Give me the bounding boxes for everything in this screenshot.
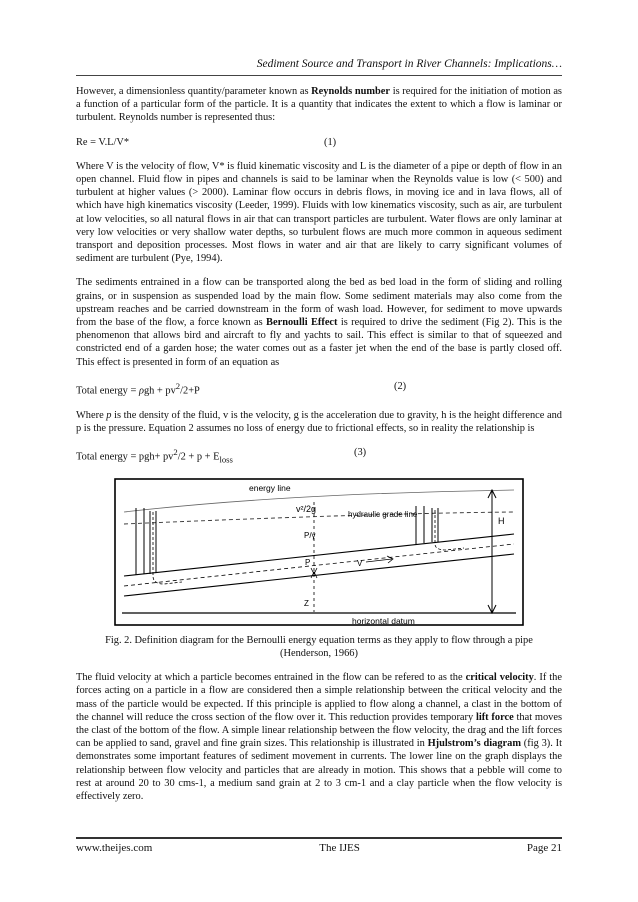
label-total-head: H [498,515,505,526]
running-header: Sediment Source and Transport in River Channels: Implications… [256,58,562,70]
equation-1: Re = V.L/V* (1) [76,136,337,148]
label-velocity-head: v²/2g [296,503,317,514]
footer-rule [76,837,562,839]
label-elevation: Z [304,598,309,608]
header-rule [76,75,562,76]
footer-website: www.theijes.com [76,842,153,854]
label-hydraulic-grade-line: hydraulic grade line [348,509,418,519]
bernoulli-diagram [114,478,524,626]
equation-3: Total energy = $pgh+ pv^2/2 + p + E_{loss}$ (3) [76,446,367,465]
page-footer [76,842,562,854]
equation-2: Total energy = $\rho gh + pv^2/2+P$ (2) [76,380,407,397]
footer-page-number: Page 21 [526,842,562,854]
paragraph-critical-velocity: The fluid velocity at which a particle becomes entrained in the flow can be refered to as the critical velocity. If the forces acting on a particle in a flow are considered then a simple relationship between the critical velocity and the mass of the particle would be expected. If this principle is applied to flow along a channel, a clast in the bottom of the channel will reduce the cross section of the flow over it. This reduction provides temporary lift force that moves the clast of the bottom of the flow. A simple linear relationship between the flow velocity, the drag and the lift forces can be applied to sand, gravel and fine grain sizes. This relationship is illustrated in Hjulstrom’s diagram (fig 3). It demonstrates some important features of sediment movement in currents. The lower line on the graph displays the relationship between flow velocity and particles that are already in motion. This shows that a pebble will come to rest at around 20 to 30 cms-1, a medium sand grain at 2 to 3 cm-1 and a clay particle when the flow velocity is effectively zero. [76,672,562,802]
label-pressure-head: P/γ [304,530,316,540]
label-velocity: V [357,558,363,568]
label-pressure: P [305,557,311,567]
paragraph-bernoulli: The sediments entrained in a flow can be transported along the bed as bed load in the form of sliding and rolling grains, or in suspension as suspended load by the main flow. Some sediment materials may also come from the upstream reaches and be carried downstream in the form of wash load. However, for sediment to move upwards from the base of the flow, a force known as Bernoulli Effect is required to drive the sediment (Fig 2). This is the phenomenon that allows bird and aircraft to fly and yachts to sail. This effect is similar to that of squeezed and constricted end of a garden hose; the water comes out as a faster jet when the end of the base is partly closed off. This effect is presented in form of an equation as [76,277,562,368]
article-body [76,85,562,814]
figure-caption: Fig. 2. Definition diagram for the Bernoulli energy equation terms as they apply to flow through a pipe (Henderson, 1966) [105,634,533,659]
label-energy-line: energy line [249,482,291,493]
paragraph-density: Where p is the density of the fluid, v is the velocity, g is the acceleration due to gravity, h is the height difference and p is the pressure. Equation 2 assumes no loss of energy due to frictional effects, so in reality the relationship is [76,409,562,434]
paragraph-viscosity: Where V is the velocity of flow, V* is fluid kinematic viscosity and L is the diameter of a pipe or depth of flow in an open channel. Fluid flow in pipes and channels is said to be laminar when the Reynolds value is low (< 500) and turbulent at higher values (> 2000). Laminar flow occurs in debris flows, in moving ice and in lava flows, all of which have high kinematics viscosity (Leeder, 1999). Fluids with low kinematics viscosity, such as air, are turbulent at low velocities, so all natural flows in air that can transport particles are turbulent. Water flows are only laminar at very low velocities or very shallow water depths, so turbulent flows are much more common in aqueous sediment transport and deposition processes. Most flows in water and air that are likely to carry significant volumes of sediment are turbulent (Pye, 1994). [76,160,562,265]
footer-journal: The IJES [319,842,360,854]
paragraph-reynolds: However, a dimensionless quantity/parameter known as Reynolds number is required for the initiation of motion as a function of a particular form of the particle. It is a quantity that indicates the extent to which a flow is laminar or turbulent. Reynolds number is represented thus: [76,86,562,124]
label-horizontal-datum: horizontal datum [352,615,415,626]
